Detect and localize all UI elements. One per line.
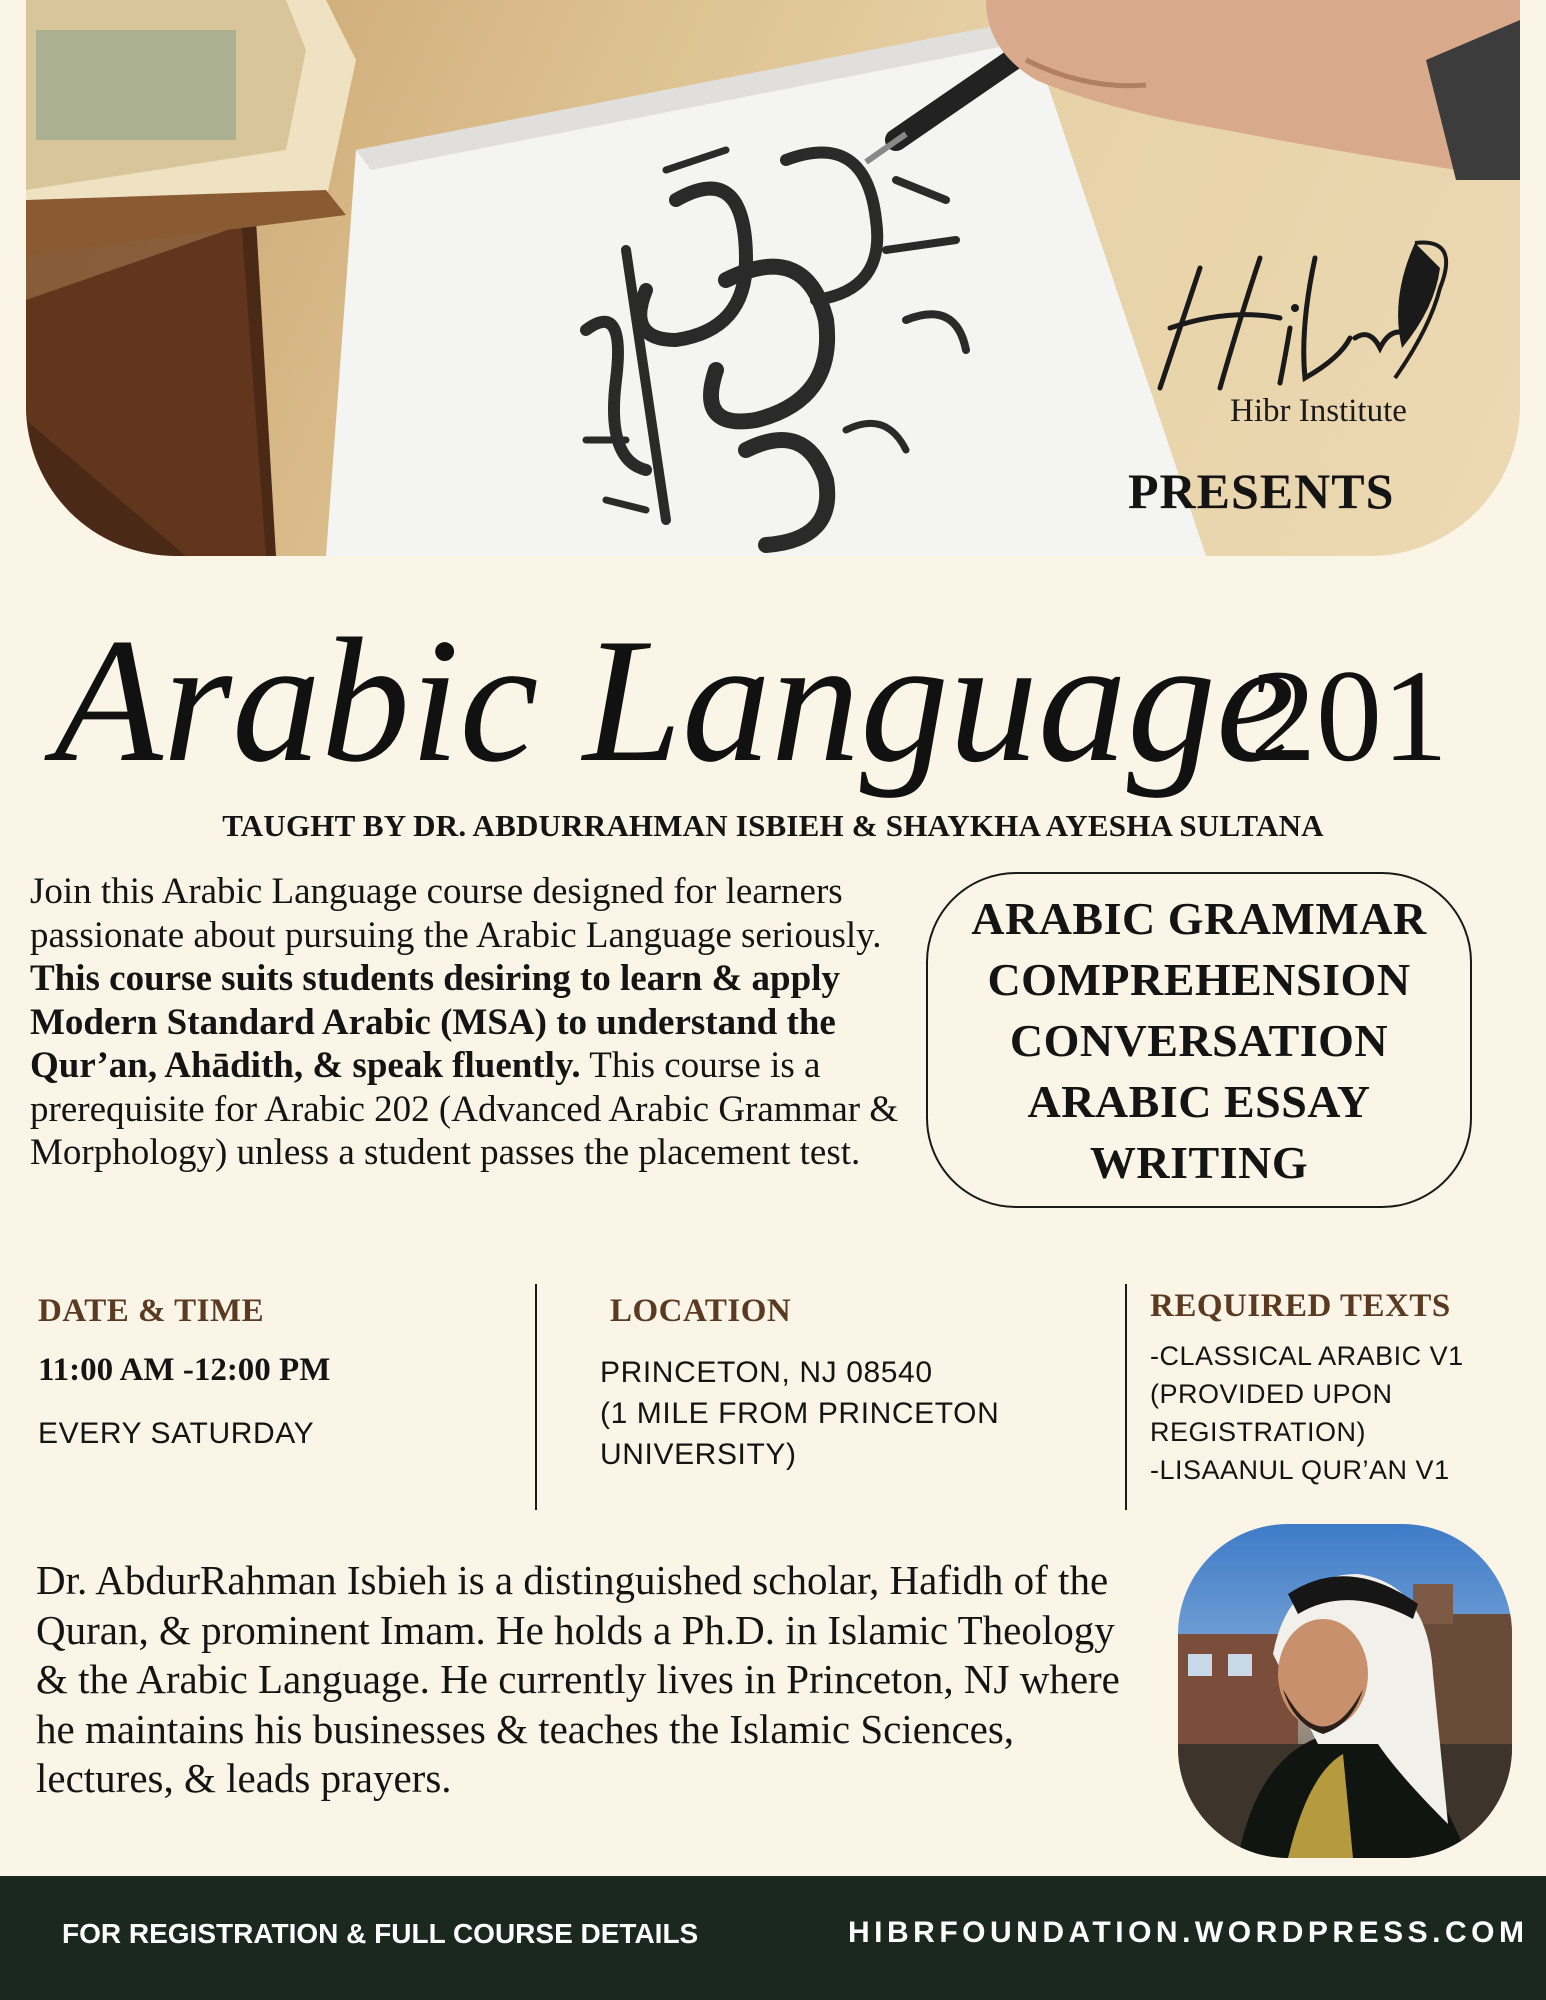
location-heading: LOCATION [610,1293,792,1329]
column-divider [535,1284,537,1510]
description-part-1: Join this Arabic Language course designed for learners passionate about pursuing the Arabic Language seriously. [30,871,882,956]
topics-list [926,888,1472,1193]
required-texts-list [1150,1337,1464,1489]
required-texts-heading: REQUIRED TEXTS [1150,1288,1451,1324]
class-day: EVERY SATURDAY [38,1417,315,1450]
instructors-line: TAUGHT BY DR. ABDURRAHMAN ISBIEH & SHAYKHA AYESHA SULTANA [222,808,1324,843]
location-address [600,1352,999,1475]
required-text-line: -LISAANUL QUR’AN V1 [1150,1455,1450,1485]
topic-item: CONVERSATION [1009,1015,1389,1066]
description-part-2: This course is a prerequisite for Arabic 202 (Advanced Arabic Grammar & Morphology) unless a student passes the placement test. [30,1045,899,1173]
title-number: 201 [1250,642,1448,789]
title-text: Arabic Language [54,601,1295,799]
topic-item: ARABIC ESSAY [1027,1076,1371,1127]
required-text-line: (PROVIDED UPON [1150,1379,1393,1409]
date-time-heading: DATE & TIME [38,1293,265,1329]
brand-name: Hibr Institute [1230,393,1407,429]
hibr-logo [1140,238,1480,408]
instructor-bio: Dr. AbdurRahman Isbieh is a distinguished scholar, Hafidh of the Quran, & prominent Imam. He holds a Ph.D. in Islamic Theology & the Arabic Language. He currently lives in Princeton, NJ where he maintains his businesses & teaches the Islamic Sciences, lectures, & leads prayers. [36,1557,1120,1801]
course-description [30,870,930,1175]
location-line: PRINCETON, NJ 08540 [600,1356,933,1389]
description-highlight: This course suits students desiring to learn & apply Modern Standard Arabic (MSA) to understand the Qur’an, Ahādith, & speak fluently. [30,958,840,1086]
instructor-photo [1178,1524,1512,1858]
course-title [0,560,1546,810]
location-line: UNIVERSITY) [600,1438,797,1471]
topic-item: COMPREHENSION [987,954,1411,1005]
feather-quill-icon [1395,243,1446,378]
required-text-line: -CLASSICAL ARABIC V1 [1150,1341,1464,1371]
registration-label: FOR REGISTRATION & FULL COURSE DETAILS [62,1918,699,1949]
column-divider [1125,1284,1127,1510]
class-time: 11:00 AM -12:00 PM [38,1352,331,1388]
presents-label: PRESENTS [1128,463,1395,519]
topic-item: WRITING [1089,1137,1309,1188]
topic-item: ARABIC GRAMMAR [971,893,1427,944]
required-text-line: REGISTRATION) [1150,1417,1367,1447]
location-line: (1 MILE FROM PRINCETON [600,1397,1000,1430]
website-link[interactable]: HIBRFOUNDATION.WORDPRESS.COM [848,1916,1529,1949]
